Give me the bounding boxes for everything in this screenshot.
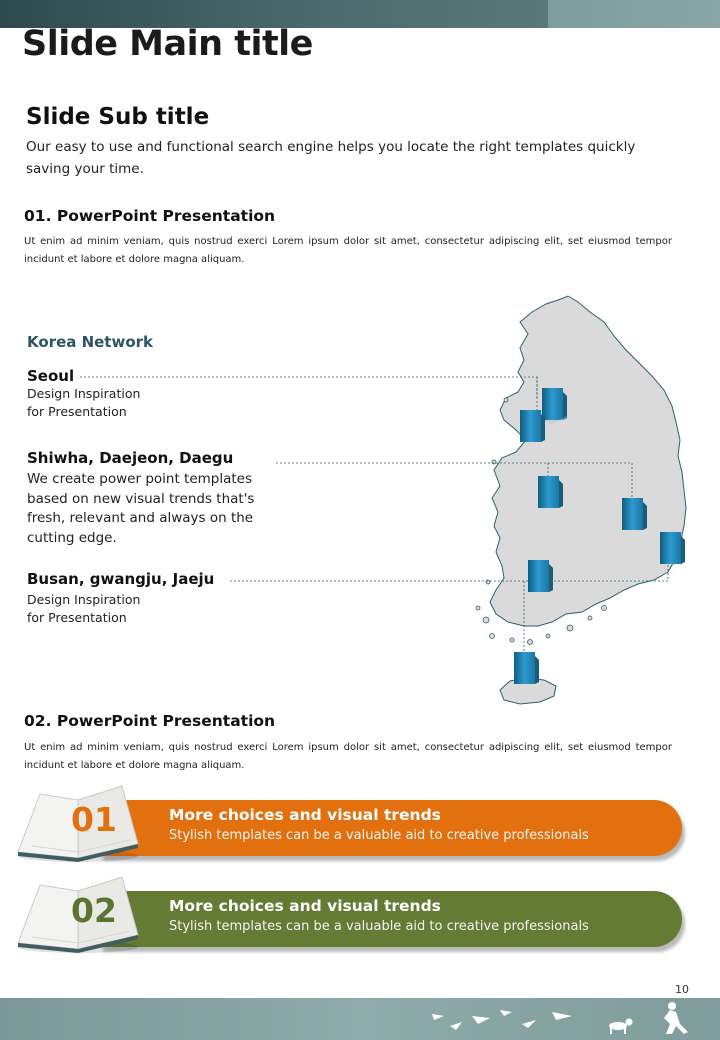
- map-marker-daejeon: [538, 476, 563, 508]
- section-2-heading: 02. PowerPoint Presentation: [24, 712, 276, 730]
- banner-2-title: More choices and visual trends: [169, 897, 441, 915]
- paper-plane-icon: [432, 1010, 572, 1030]
- banner-1-title: More choices and visual trends: [169, 806, 441, 824]
- banner-orange: [100, 800, 682, 856]
- region-description-south: Design Inspiration for Presentation: [27, 592, 141, 625]
- map-marker-gwangju: [528, 560, 553, 592]
- korea-network-heading: Korea Network: [27, 333, 154, 351]
- banner-1-text: Stylish templates can be a valuable aid to creative professionals: [169, 828, 589, 843]
- banner-1-number: 01: [71, 800, 117, 839]
- section-2-body: Ut enim ad minim veniam, quis nostrud exerci Lorem ipsum dolor sit amet, consectetur adipiscing elit, set eiusmod tempor incidunt et labore et dolore magna aliquam.: [24, 742, 672, 771]
- region-name-seoul: Seoul: [27, 367, 75, 385]
- region-description-seoul: Design Inspiration for Presentation: [27, 386, 141, 419]
- banner-2-number: 02: [71, 891, 117, 930]
- page-number: 10: [675, 983, 689, 996]
- running-dog-icon: [609, 1019, 633, 1035]
- region-name-south: Busan, gwangju, Jaeju: [27, 570, 215, 588]
- section-1-body: Ut enim ad minim veniam, quis nostrud exerci Lorem ipsum dolor sit amet, consectetur adipiscing elit, set eiusmod tempor incidunt et labore et dolore magna aliquam.: [24, 236, 672, 265]
- section-1-heading: 01. PowerPoint Presentation: [24, 207, 276, 225]
- map-marker-daegu: [622, 498, 647, 530]
- sub-title: Slide Sub title: [26, 104, 210, 130]
- running-person-icon: [664, 1002, 688, 1034]
- sub-title-description: Our easy to use and functional search engine helps you locate the right templates quickly saving your time.: [26, 139, 636, 177]
- region-name-central: Shiwha, Daejeon, Daegu: [27, 449, 234, 467]
- region-description-central: We create power point templates based on new visual trends that's fresh, relevant and always on the cutting edge.: [27, 471, 255, 546]
- korea-mainland-shape: [490, 296, 686, 626]
- map-marker-seoul-2: [520, 410, 545, 442]
- banner-2-text: Stylish templates can be a valuable aid to creative professionals: [169, 919, 589, 934]
- footer-decoration: [0, 998, 720, 1040]
- banner-green: [100, 891, 682, 947]
- map-marker-jeju: [514, 652, 539, 684]
- map-marker-ulsan: [660, 532, 685, 564]
- page-title: Slide Main title: [22, 24, 313, 64]
